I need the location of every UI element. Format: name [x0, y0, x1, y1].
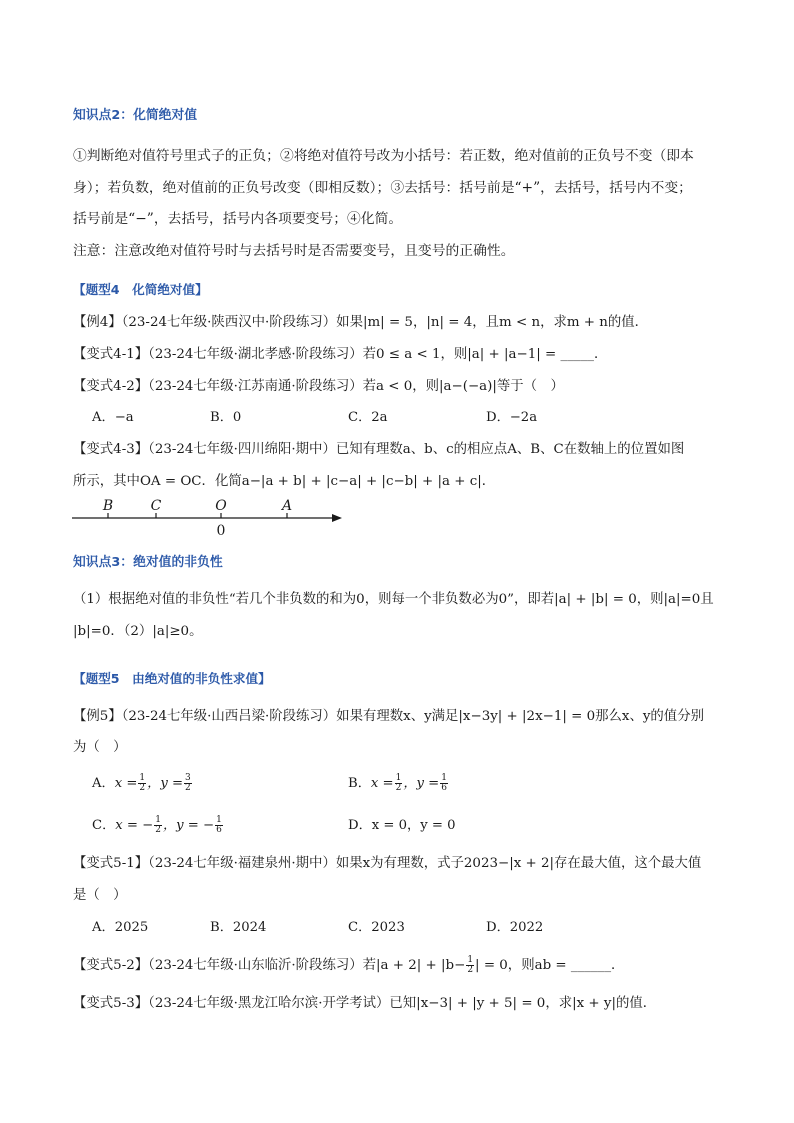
variant-5-3: 【变式5-3】（23-24七年级·黑龙江哈尔滨·开学考试）已知|x−3| + |y + 5| = 0，求|x + y|的值． [73, 996, 657, 1011]
variant-4-2-option-a: A．−a [92, 410, 134, 425]
fraction: $\frac{1}{6}$ [441, 773, 447, 793]
example-5-line-2: 为（ ） [73, 740, 127, 755]
fraction: $\frac{1}{2}$ [467, 955, 474, 975]
fraction: $\frac{1}{2}$ [139, 773, 146, 793]
variant-4-2: 【变式4-2】（23-24七年级·江苏南通·阶段练习）若a < 0，则|a−(−a)|等于（ ） [73, 379, 564, 394]
number-line-label-o: O [215, 498, 227, 514]
example-5-option-d: D．x = 0，y = 0 [348, 818, 456, 833]
variant-5-1-option-b: B．2024 [210, 920, 267, 935]
kp2-text-line-1: ①判断绝对值符号里式子的正负；②将绝对值符号改为小括号：若正数，绝对值前的正负号不变（即本 [73, 148, 694, 164]
number-line-label-c: C [150, 498, 162, 514]
variant-5-2: 【变式5-2】（23-24七年级·山东临沂·阶段练习）若|a + 2| + |b− $\frac{1}{2}$ | = 0，则ab = ______． [73, 955, 625, 975]
number-line-label-b: B [102, 498, 114, 514]
section-title-kp3: 知识点3：绝对值的非负性 [73, 555, 223, 570]
fraction: $\frac{1}{2}$ [155, 815, 161, 835]
number-line-label-a: A [281, 498, 293, 514]
variant-4-2-option-b: B．0 [210, 410, 242, 425]
section-title-kp2: 知识点2：化简绝对值 [73, 108, 198, 123]
variant-5-1-option-d: D．2022 [486, 920, 544, 935]
kp2-text-line-3: 括号前是“−”，去括号，括号内各项要变号；④化简。 [73, 211, 403, 227]
fraction: $\frac{1}{6}$ [216, 815, 222, 835]
variant-4-3-line-2: 所示，其中OA = OC．化简a−|a + b| + |c−a| + |c−b| + |a + c|． [73, 474, 496, 489]
kp3-text-line-1: （1）根据绝对值的非负性“若几个非负数的和为0，则每一个非负数必为0”，即若|a| + |b| = 0，则|a|=0且 [73, 592, 714, 607]
fraction: $\frac{1}{2}$ [395, 773, 402, 793]
variant-4-2-option-c: C．2a [348, 410, 388, 425]
variant-4-1: 【变式4-1】（23-24七年级·湖北孝感·阶段练习）若0 ≤ a < 1，则|a| + |a−1| = _____． [73, 347, 608, 362]
example-4: 【例4】（23-24七年级·陕西汉中·阶段练习）如果|m| = 5，|n| = 4，且m < n，求m + n的值． [73, 315, 649, 330]
number-line-figure [70, 494, 350, 538]
example-5-option-c: C．x = − $\frac{1}{2}$ ，y = − $\frac{1}{6}$ [92, 815, 222, 835]
kp2-text-line-2: 身）；若负数，绝对值前的正负号改变（即相反数）；③去括号：括号前是“+”，去括号，括号内不变； [73, 180, 692, 196]
variant-5-1-option-c: C．2023 [348, 920, 405, 935]
question-type-4-title: 【题型4 化简绝对值】 [73, 282, 208, 297]
number-line-arrow [332, 514, 342, 522]
question-type-5-title: 【题型5 由绝对值的非负性求值】 [73, 671, 271, 686]
variant-4-2-option-d: D．−2a [486, 410, 538, 425]
variant-4-3-line-1: 【变式4-3】（23-24七年级·四川绵阳·期中）已知有理数a、b、c的相应点A、B、C在数轴上的位置如图 [73, 442, 685, 457]
fraction: $\frac{3}{2}$ [185, 773, 191, 793]
example-5-line-1: 【例5】（23-24七年级·山西吕梁·阶段练习）如果有理数x、y满足|x−3y| + |2x−1| = 0那么x、y的值分别 [73, 709, 704, 724]
variant-5-1-line-1: 【变式5-1】（23-24七年级·福建泉州·期中）如果x为有理数，式子2023−|x + 2|存在最大值，这个最大值 [73, 856, 702, 871]
variant-5-1-option-a: A．2025 [92, 920, 149, 935]
example-5-option-b: B．x = $\frac{1}{2}$ ，y = $\frac{1}{6}$ [348, 773, 447, 793]
variant-5-1-line-2: 是（ ） [73, 888, 127, 903]
kp3-text-line-2: |b|=0．（2）|a|≥0。 [73, 624, 203, 639]
example-5-option-a: A．x = $\frac{1}{2}$ ，y = $\frac{3}{2}$ [92, 773, 191, 793]
number-line-zero: 0 [216, 523, 226, 538]
kp2-note: 注意：注意改绝对值符号时与去括号时是否需要变号，且变号的正确性。 [73, 243, 515, 259]
